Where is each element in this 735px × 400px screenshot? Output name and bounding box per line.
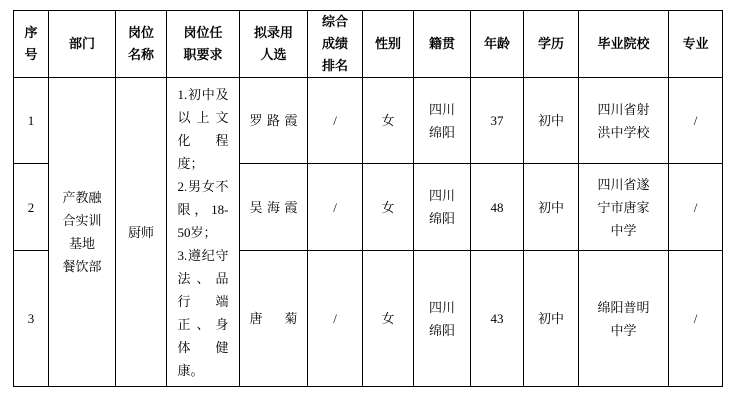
cell-score-rank-1: / bbox=[308, 78, 363, 164]
cell-candidate-3: 唐菊 bbox=[240, 251, 308, 387]
header-school: 毕业院校 bbox=[579, 11, 669, 78]
cell-serial-2: 2 bbox=[14, 164, 49, 251]
cell-requirements bbox=[167, 78, 240, 387]
cell-department bbox=[49, 78, 116, 387]
department-line-1: 产教融合实训基地 bbox=[62, 190, 102, 251]
cell-score-rank-2: / bbox=[308, 164, 363, 251]
header-requirements: 岗位任职要求 bbox=[167, 11, 240, 78]
header-score-rank: 综合成绩排名 bbox=[308, 11, 363, 78]
requirement-item-1: 1.初中及以上文化程度； bbox=[177, 86, 229, 171]
cell-candidate-2: 吴海霞 bbox=[240, 164, 308, 251]
cell-school-2: 四川省遂宁市唐家中学 bbox=[579, 164, 669, 251]
header-age: 年龄 bbox=[471, 11, 524, 78]
cell-major-1: / bbox=[669, 78, 723, 164]
cell-score-rank-3: / bbox=[308, 251, 363, 387]
cell-candidate-1: 罗路霞 bbox=[240, 78, 308, 164]
header-position-name: 岗位名称 bbox=[116, 11, 167, 78]
header-candidate: 拟录用人选 bbox=[240, 11, 308, 78]
cell-major-2: / bbox=[669, 164, 723, 251]
cell-native-place-1: 四川绵阳 bbox=[414, 78, 471, 164]
header-native-place: 籍贯 bbox=[414, 11, 471, 78]
header-major: 专业 bbox=[669, 11, 723, 78]
cell-education-3: 初中 bbox=[524, 251, 579, 387]
cell-native-place-3: 四川绵阳 bbox=[414, 251, 471, 387]
cell-school-3: 绵阳普明中学 bbox=[579, 251, 669, 387]
cell-school-1: 四川省射洪中学校 bbox=[579, 78, 669, 164]
header-gender: 性别 bbox=[363, 11, 414, 78]
requirement-item-3: 3.遵纪守法、品行端正、身体健康。 bbox=[177, 247, 229, 378]
cell-major-3: / bbox=[669, 251, 723, 387]
cell-age-1: 37 bbox=[471, 78, 524, 164]
cell-serial-3: 3 bbox=[14, 251, 49, 387]
header-department: 部门 bbox=[49, 11, 116, 78]
cell-age-3: 43 bbox=[471, 251, 524, 387]
cell-position-name: 厨师 bbox=[116, 78, 167, 387]
cell-gender-3: 女 bbox=[363, 251, 414, 387]
cell-serial-1: 1 bbox=[14, 78, 49, 164]
cell-gender-1: 女 bbox=[363, 78, 414, 164]
cell-gender-2: 女 bbox=[363, 164, 414, 251]
recruitment-table bbox=[13, 10, 723, 387]
cell-education-1: 初中 bbox=[524, 78, 579, 164]
cell-education-2: 初中 bbox=[524, 164, 579, 251]
header-row bbox=[14, 11, 723, 78]
table-row-1 bbox=[14, 78, 723, 164]
header-education: 学历 bbox=[524, 11, 579, 78]
cell-age-2: 48 bbox=[471, 164, 524, 251]
requirement-item-2: 2.男女不限，18-50岁； bbox=[177, 178, 229, 240]
cell-native-place-2: 四川绵阳 bbox=[414, 164, 471, 251]
department-line-2: 餐饮部 bbox=[62, 259, 102, 274]
header-serial: 序号 bbox=[14, 11, 49, 78]
